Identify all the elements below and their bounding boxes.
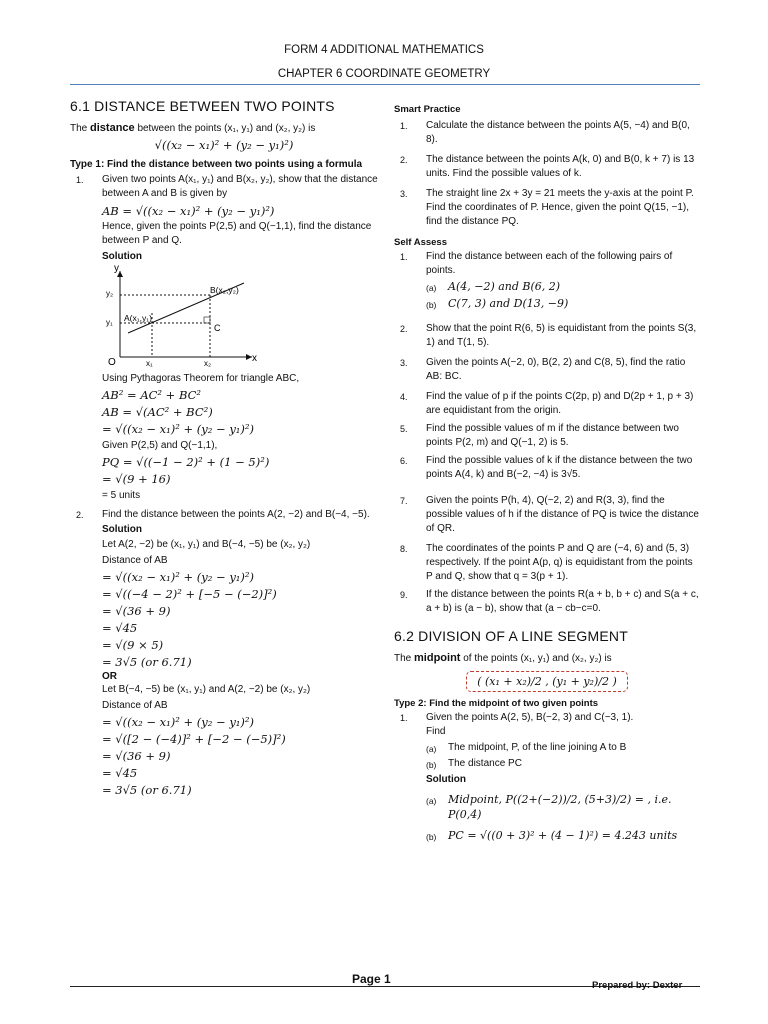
self-item: 4. Find the value of p if the points C(2p, p) and D(2p + 1, p + 3) are equidistant from the origin. [394, 390, 700, 418]
smart-item: 3. The straight line 2x + 3y = 21 meets the y-axis at the point P. Find the coordinates of P. Hence, given the point Q(15, −1), find the distance PQ. [394, 187, 700, 229]
type1-heading: Type 1: Find the distance between two points using a formula [70, 159, 363, 170]
self-item: 2. Show that the point R(6, 5) is equidistant from the points S(3, 1) and T(1, 5). [394, 322, 700, 350]
midpoint-formula: ( (x₁ + x₂)/2 , (y₁ + y₂)/2 ) [466, 671, 628, 692]
solution-label-2: Solution [102, 524, 142, 535]
self-item-text: The coordinates of the points P and Q are (−4, 6) and (5, 3) respectively. If the point A(p, q) is equidistant from the points P and Q, show that q = 3(p + 1). [426, 543, 693, 582]
s1-line: AB² = AC² + BC² [102, 388, 202, 402]
type2-part-a: (a) The midpoint, P, of the line joining A to B [426, 742, 627, 754]
smart-item-text: Calculate the distance between the points A(5, −4) and B(0, 8). [426, 120, 690, 145]
s1-line: Given P(2,5) and Q(−1,1), [102, 440, 218, 451]
smart-item-text: The distance between the points A(k, 0) and B(0, k + 7) is 13 units. Find the possible values of k. [426, 154, 695, 179]
left-column [70, 98, 378, 799]
s2-line: Let A(2, −2) be (x₁, y₁) and B(−4, −5) be (x₂, y₂) [102, 539, 311, 550]
type2-solution-b: (b) PC = √((0 + 3)² + (4 − 1)²) = 4.243 units [426, 829, 678, 842]
self-item-text: If the distance between the points R(a + b, b + c) and S(a + c, a + b) is (a − b), show that (a − cb−c=0. [426, 589, 699, 614]
self-item: 1. Find the distance between each of the following pairs of points. (a) A(4, −2) and B(6, 2) (b) C(7, 3) and D(13, −9) [394, 250, 700, 312]
s1-line: = √((x₂ − x₁)² + (y₂ − y₁)²) [102, 422, 255, 436]
self-item: 5. Find the possible values of m if the distance between two points P(2, m) and Q(−1, 2) is 5. [394, 422, 700, 450]
diagram-y-axis: y [114, 265, 119, 274]
solution-1 [70, 371, 378, 504]
diagram-point-b: B(x₂,y₂) [210, 285, 239, 295]
page-number: Page 1 [352, 972, 391, 986]
self-item-1a: (a) A(4, −2) and B(6, 2) [426, 280, 561, 293]
or-label: OR [102, 671, 117, 682]
q1-text: Given two points A(x₁, y₁) and B(x₂, y₂), show that the distance between A and B is given by [102, 174, 378, 199]
s1-line: Using Pythagoras Theorem for triangle ABC, [102, 373, 300, 384]
header-divider [70, 84, 700, 85]
self-item-text: Show that the point R(6, 5) is equidistant from the points S(3, 1) and T(1, 5). [426, 323, 697, 348]
self-item-text: Find the possible values of m if the distance between two points P(2, m) and Q(−1, 2) is 5. [426, 423, 679, 448]
s1-line: = 5 units [102, 490, 141, 501]
self-item-1b: (b) C(7, 3) and D(13, −9) [426, 297, 569, 310]
diagram-y2: y₂ [106, 289, 114, 298]
prepared-by: Prepared by: Dexter [592, 980, 683, 991]
type2-part-b: (b) The distance PC [426, 758, 522, 770]
q2-text: Find the distance between the points A(2, −2) and B(−4, −5). [102, 509, 370, 520]
type2-question: 1. Given the points A(2, 5), B(−2, 3) and C(−3, 1). Find (a) The midpoint, P, of the line joining A to B (b) The distance PC Solution (a) Midpoint, P((2+(−2))/2, (5+3)/2) = , i.e. P(0,4) (b) PC = √((0 + 3)² + (4 − 1)²) = 4.243 units [394, 711, 700, 844]
s2-line: = 3√5 (or 6.71) [102, 655, 192, 669]
header-chapter: CHAPTER 6 COORDINATE GEOMETRY [277, 68, 491, 80]
s1-line: AB = √(AC² + BC²) [102, 405, 213, 419]
s3-line: = √((x₂ − x₁)² + (y₂ − y₁)²) [102, 715, 255, 729]
smart-item-text: The straight line 2x + 3y = 21 meets the y-axis at the point P. Find the coordinates of P. Hence, given the point Q(15, −1), find the distance PQ. [426, 188, 694, 227]
diagram-x-axis: x [252, 353, 257, 364]
q1-hence: Hence, given the points P(2,5) and Q(−1,1), find the distance between P and Q. [102, 221, 372, 246]
self-assess-heading: Self Assess [394, 237, 447, 248]
self-item-text: Find the possible values of k if the distance between the two points A(4, k) and B(−2, −4) is 3√5. [426, 455, 693, 480]
smart-practice-heading: Smart Practice [394, 104, 461, 115]
diagram-point-a: A(x₁,y₁) [124, 313, 152, 323]
section-title-distance: 6.1 DISTANCE BETWEEN TWO POINTS [70, 98, 335, 114]
s3-line: Distance of AB [102, 700, 168, 711]
diagram-x2: x₂ [204, 359, 212, 368]
s3-line: = √(36 + 9) [102, 749, 171, 763]
self-item: 8. The coordinates of the points P and Q are (−4, 6) and (5, 3) respectively. If the point A(p, q) is equidistant from the points P and Q, show that q = 3(p + 1). [394, 542, 700, 584]
distance-intro: The distance between the points (x₁, y₁) and (x₂, y₂) is [70, 122, 316, 134]
s2-line: = √((−4 − 2)² + [−5 − (−2)]²) [102, 587, 277, 601]
s1-line: = √(9 + 16) [102, 472, 171, 486]
self-item: 9. If the distance between the points R(a + b, b + c) and S(a + c, a + b) is (a − b), show that (a − cb−c=0. [400, 589, 699, 614]
s2-line: = √(36 + 9) [102, 604, 171, 618]
type2-find: Find [426, 726, 446, 737]
s2-line: = √(9 × 5) [102, 638, 164, 652]
diagram-x1: x₁ [146, 359, 153, 368]
type2-solution-a: (a) Midpoint, P((2+(−2))/2, (5+3)/2) = , i.e. P(0,4) [426, 793, 672, 821]
s3-line: = √([2 − (−4)]² + [−2 − (−5)]²) [102, 732, 286, 746]
diagram-y1: y₁ [106, 318, 113, 327]
question-2: 2. Find the distance between the points A(2, −2) and B(−4, −5). [70, 508, 378, 522]
self-item-text: Find the distance between each of the following pairs of points. [426, 251, 673, 276]
s2-line: Distance of AB [102, 555, 168, 566]
question-1: 1. Given two points A(x₁, y₁) and B(x₂, y₂), show that the distance between A and B is given by [76, 174, 378, 199]
smart-item: 2. The distance between the points A(k, 0) and B(0, k + 7) is 13 units. Find the possible values of k. [394, 153, 700, 181]
solution-2 [70, 537, 378, 799]
type2-question-text: Given the points A(2, 5), B(−2, 3) and C(−3, 1). [426, 712, 634, 723]
self-item: 7. Given the points P(h, 4), Q(−2, 2) and R(3, 3), find the possible values of h if the distance of PQ is twice the distance of QR. [400, 495, 699, 534]
self-item-text: Given the points P(h, 4), Q(−2, 2) and R(3, 3), find the possible values of h if the distance of PQ is twice the distance of QR. [426, 495, 699, 534]
distance-formula: √((x₂ − x₁)² + (y₂ − y₁)²) [154, 138, 294, 152]
right-column [394, 104, 700, 846]
type2-solution-label: Solution [426, 774, 466, 785]
diagram-point-c: C [214, 323, 221, 333]
diagram-origin: O [108, 357, 116, 368]
s2-line: = √45 [102, 621, 138, 635]
s2-line: = √((x₂ − x₁)² + (y₂ − y₁)²) [102, 570, 255, 584]
section-title-division: 6.2 DIVISION OF A LINE SEGMENT [394, 628, 628, 644]
self-item: 6. Find the possible values of k if the distance between the two points A(4, k) and B(−2, −4) is 3√5. [394, 454, 700, 482]
midpoint-formula-box [394, 671, 700, 692]
type2-heading: Type 2: Find the midpoint of two given points [394, 698, 599, 709]
midpoint-intro: The midpoint of the points (x₁, y₁) and (x₂, y₂) is [394, 652, 612, 664]
s3-line: = √45 [102, 766, 138, 780]
header-subject: FORM 4 ADDITIONAL MATHEMATICS [284, 44, 484, 56]
s3-line: = 3√5 (or 6.71) [102, 783, 192, 797]
solution-label-1: Solution [102, 251, 142, 262]
self-item: 3. Given the points A(−2, 0), B(2, 2) and C(8, 5), find the ratio AB: BC. [394, 356, 700, 384]
smart-item: 1. Calculate the distance between the points A(5, −4) and B(0, 8). [394, 119, 700, 147]
self-item-text: Find the value of p if the points C(2p, p) and D(2p + 1, p + 3) are equidistant from the origin. [426, 391, 694, 416]
s3-line: Let B(−4, −5) be (x₁, y₁) and A(2, −2) be (x₂, y₂) [102, 684, 311, 695]
q1-formula: AB = √((x₂ − x₁)² + (y₂ − y₁)²) [102, 204, 275, 218]
pythagoras-diagram [102, 265, 262, 369]
self-item-text: Given the points A(−2, 0), B(2, 2) and C(8, 5), find the ratio AB: BC. [426, 357, 686, 382]
s1-line: PQ = √((−1 − 2)² + (1 − 5)²) [102, 455, 270, 469]
